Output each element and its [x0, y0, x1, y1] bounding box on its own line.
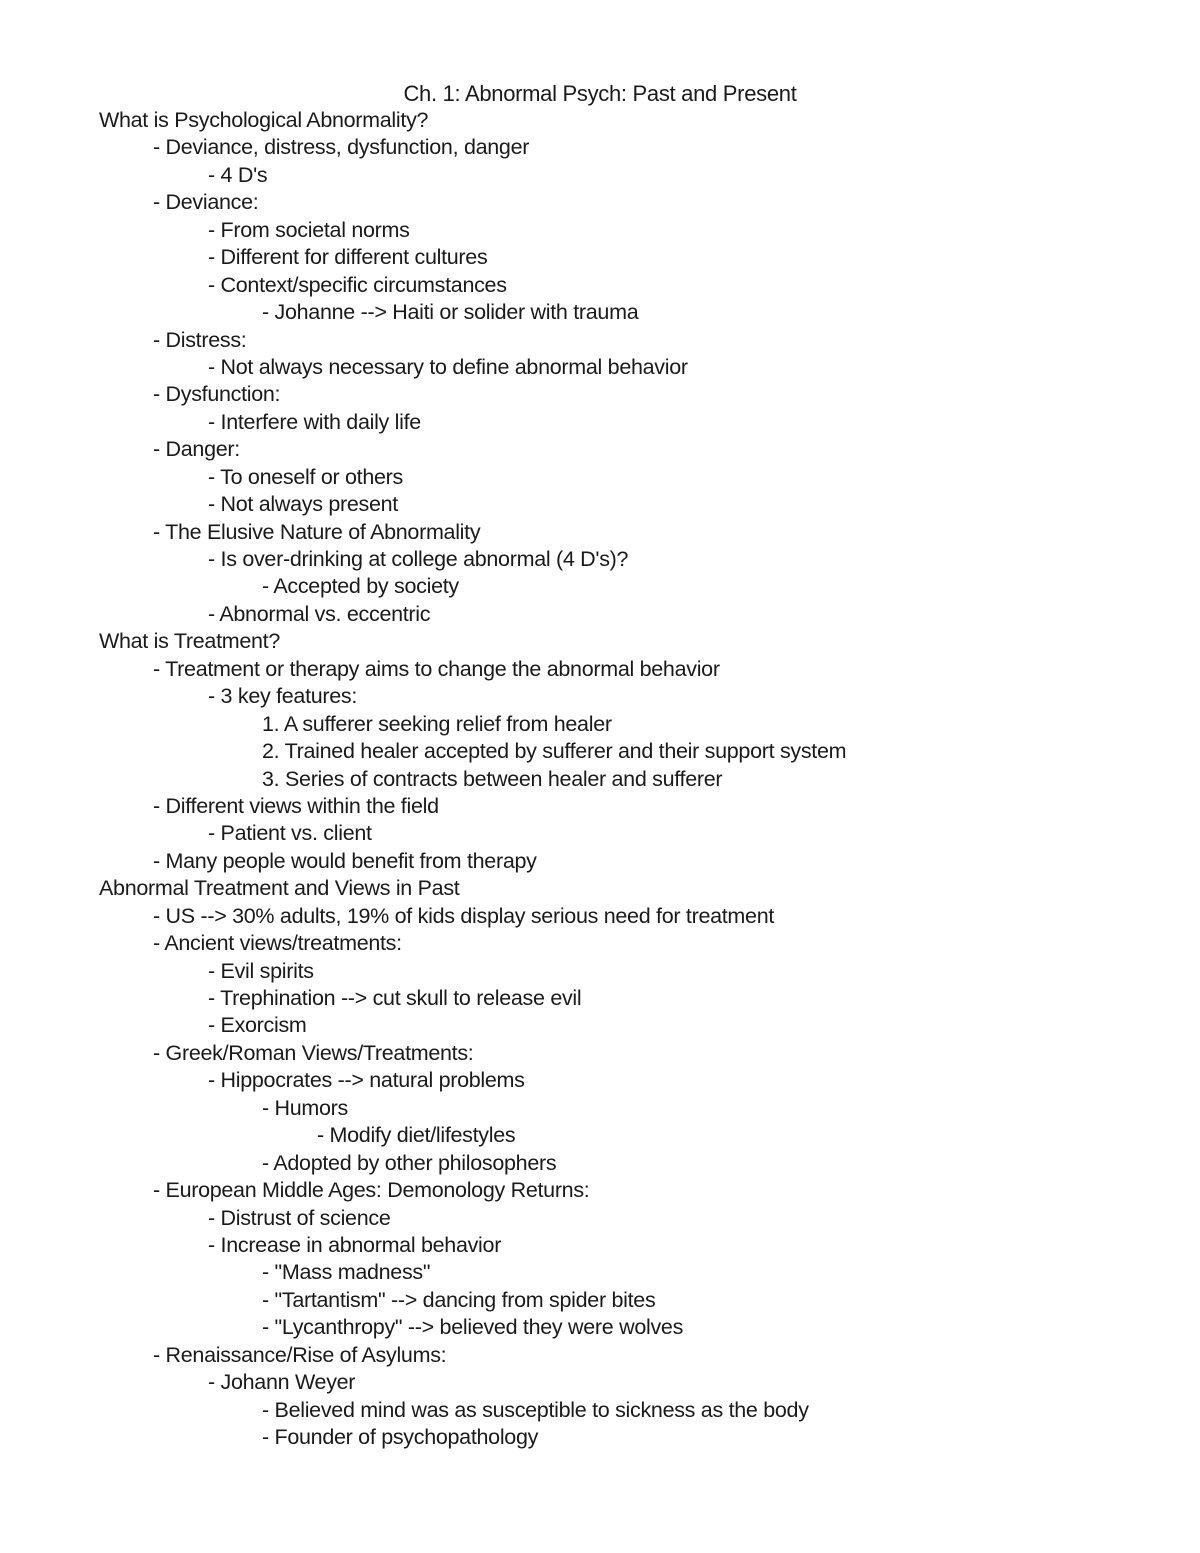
outline-item: - "Lycanthropy" --> believed they were wolves — [262, 1315, 684, 1340]
outline-item: - Different views within the field — [153, 793, 439, 818]
section-heading: What is Treatment? — [99, 629, 281, 654]
page-title: Ch. 1: Abnormal Psych: Past and Present — [403, 81, 797, 106]
outline-item: - Is over-drinking at college abnormal (4 D's)? — [208, 547, 629, 571]
outline-item: - Founder of psychopathology — [262, 1425, 539, 1449]
outline-item: - Distrust of science — [208, 1205, 391, 1230]
outline-item: - Adopted by other philosophers — [262, 1150, 557, 1175]
outline-item: - Distress: — [153, 327, 247, 352]
outline-item: - Deviance: — [153, 190, 259, 215]
outline-item: - Renaissance/Rise of Asylums: — [153, 1342, 447, 1367]
outline-item: - To oneself or others — [208, 464, 403, 489]
outline-item: - Different for different cultures — [208, 245, 488, 270]
outline-item: - Deviance, distress, dysfunction, danger — [153, 135, 530, 160]
outline-item: - 3 key features: — [208, 684, 358, 709]
outline-item: - Patient vs. client — [208, 821, 372, 846]
outline-item: - Ancient views/treatments: — [153, 931, 402, 956]
outline-item: - Johanne --> Haiti or solider with trauma — [262, 300, 639, 325]
notes-outline — [0, 107, 1200, 1451]
outline-item: - Exorcism — [208, 1013, 307, 1038]
outline-item: - European Middle Ages: Demonology Returns: — [153, 1178, 590, 1203]
outline-item: - Treatment or therapy aims to change the abnormal behavior — [153, 656, 720, 681]
outline-item: - "Tartantism" --> dancing from spider bites — [262, 1287, 656, 1312]
outline-item: - Not always necessary to define abnormal behavior — [208, 354, 688, 379]
outline-item: - Increase in abnormal behavior — [208, 1232, 502, 1257]
section-heading: Abnormal Treatment and Views in Past — [99, 876, 460, 901]
outline-item: - Many people would benefit from therapy — [153, 848, 537, 873]
outline-item: - Hippocrates --> natural problems — [208, 1068, 525, 1093]
outline-item: - Not always present — [208, 492, 398, 517]
outline-item: 3. Series of contracts between healer and sufferer — [262, 766, 723, 791]
outline-item: - From societal norms — [208, 217, 410, 242]
outline-item: - Interfere with daily life — [208, 409, 421, 434]
outline-item: - Danger: — [153, 437, 240, 462]
outline-item: - Johann Weyer — [208, 1370, 356, 1395]
section-heading: What is Psychological Abnormality? — [99, 108, 429, 132]
outline-item: - "Mass madness" — [262, 1260, 431, 1285]
outline-item: - Humors — [262, 1095, 348, 1120]
outline-item: 1. A sufferer seeking relief from healer — [262, 711, 612, 736]
outline-item: - Context/specific circumstances — [208, 272, 507, 297]
outline-item: - Greek/Roman Views/Treatments: — [153, 1040, 474, 1065]
outline-item: - Evil spirits — [208, 958, 314, 983]
outline-item: 2. Trained healer accepted by sufferer and their support system — [262, 739, 847, 764]
outline-item: - Trephination --> cut skull to release evil — [208, 986, 582, 1010]
outline-item: - Dysfunction: — [153, 382, 281, 407]
outline-item: - Abnormal vs. eccentric — [208, 601, 431, 626]
outline-item: - 4 D's — [208, 162, 268, 187]
outline-item: - US --> 30% adults, 19% of kids display serious need for treatment — [153, 903, 775, 928]
outline-item: - Believed mind was as susceptible to sickness as the body — [262, 1397, 809, 1422]
outline-item: - The Elusive Nature of Abnormality — [153, 519, 481, 544]
outline-item: - Modify diet/lifestyles — [317, 1123, 516, 1148]
outline-item: - Accepted by society — [262, 574, 459, 599]
